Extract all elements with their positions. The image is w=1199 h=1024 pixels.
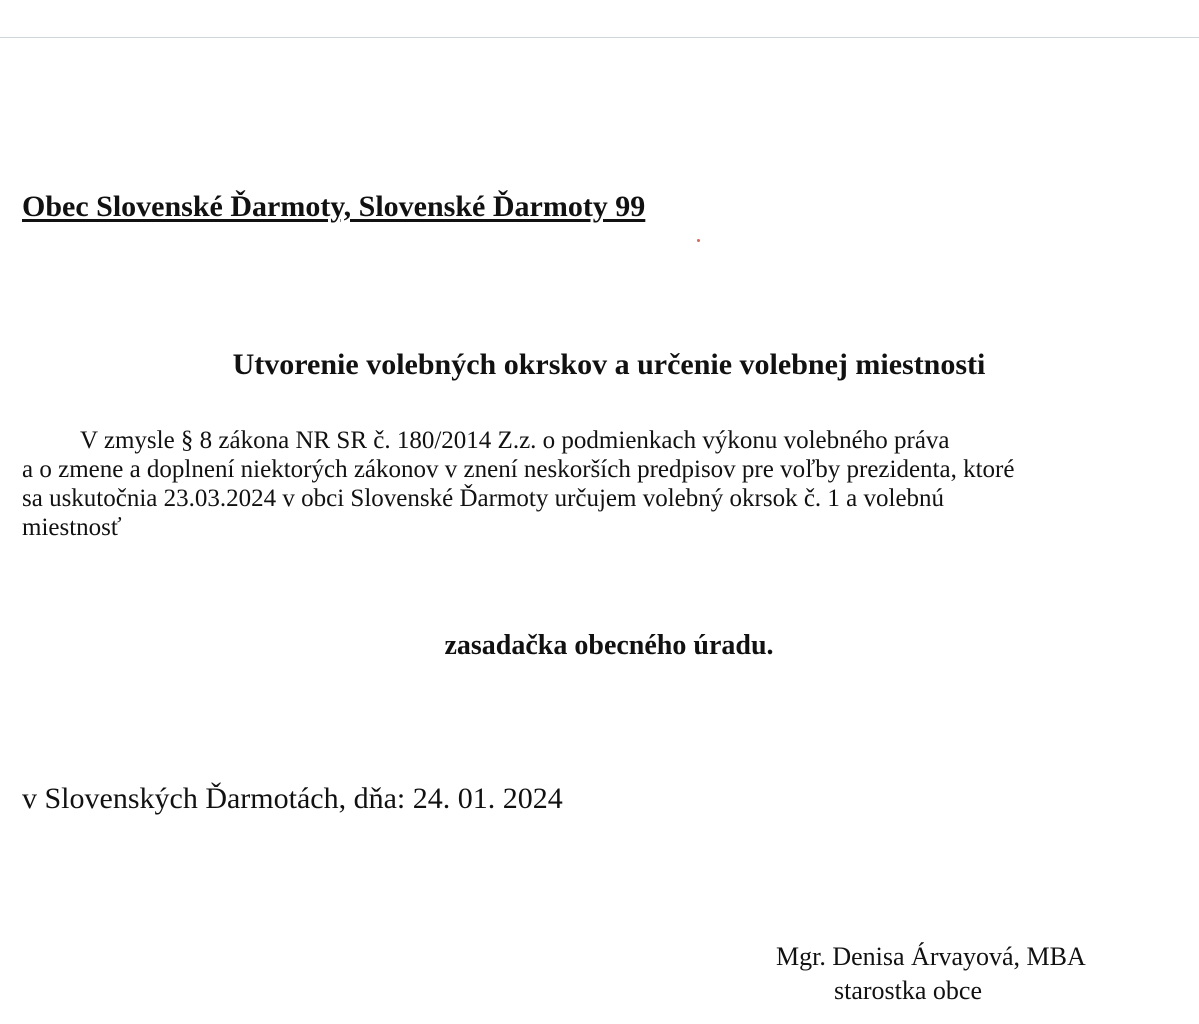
body-line: miestnosť [22, 514, 122, 541]
body-paragraph [22, 426, 1182, 542]
municipality-heading: Obec Slovenské Ďarmoty, Slovenské Ďarmoty 99 [22, 190, 646, 223]
body-line: a o zmene a doplnení niektorých zákonov v znení neskorších predpisov pre voľby prezidenta, ktoré [22, 456, 1015, 483]
signatory-name: Mgr. Denisa Árvayová, MBA [776, 942, 1086, 971]
body-line: sa uskutočnia 23.03.2024 v obci Slovenské Ďarmoty určujem volebný okrsok č. 1 a volebnú [22, 485, 945, 512]
body-line: V zmysle § 8 zákona NR SR č. 180/2014 Z.z. o podmienkach výkonu volebného práva [80, 427, 950, 454]
place-and-date: v Slovenských Ďarmotách, dňa: 24. 01. 2024 [22, 782, 563, 815]
document-title: Utvorenie volebných okrskov a určenie volebnej miestnosti [232, 348, 986, 381]
signatory-role: starostka obce [834, 976, 983, 1005]
scan-edge-line [0, 37, 1199, 38]
polling-place: zasadačka obecného úradu. [444, 630, 774, 661]
scan-speck [697, 239, 700, 242]
